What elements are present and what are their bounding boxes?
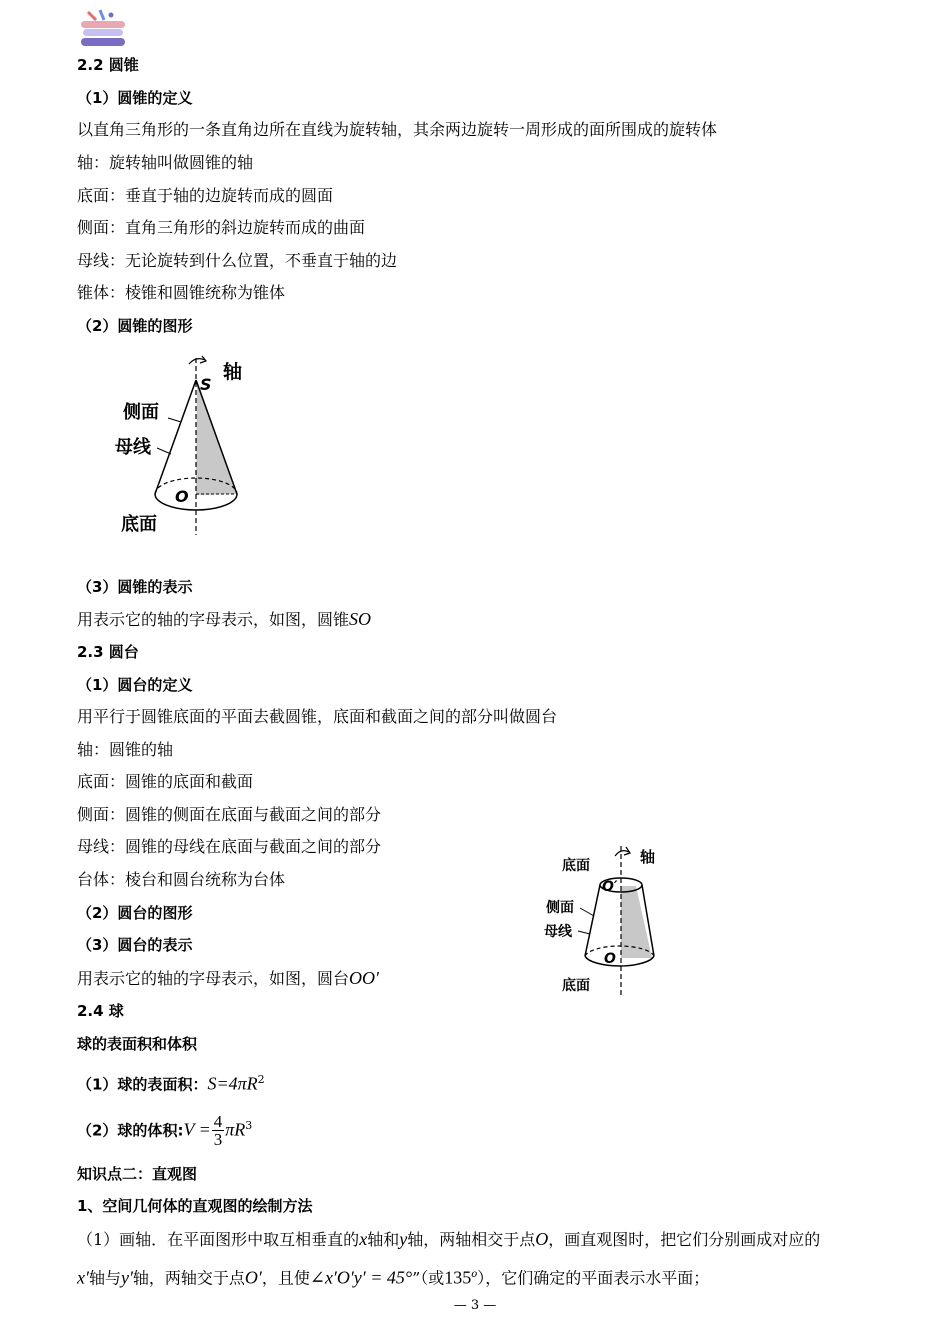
section-heading-cone: 2.2 圆锥 <box>77 56 139 74</box>
cone-definition: 以直角三角形的一条直角边所在直线为旋转轴，其余两边旋转一周形成的面所围成的旋转体 <box>77 120 718 139</box>
frustum-base: 底面：圆锥的底面和截面 <box>77 772 254 791</box>
frustum-symbol: OO′ <box>349 968 379 988</box>
cone-base: 底面：垂直于轴的边旋转而成的圆面 <box>77 186 334 205</box>
frustum-definition: 用平行于圆锥底面的平面去截圆锥，底面和截面之间的部分叫做圆台 <box>77 707 558 726</box>
oblique-method-heading: 1、空间几何体的直观图的绘制方法 <box>77 1197 313 1215</box>
cone-symbol: SO <box>349 609 372 629</box>
sphere-subheading: 球的表面积和体积 <box>77 1035 198 1053</box>
frustum-figure-title: （2）圆台的图形 <box>77 904 193 922</box>
frustum-o1-label: O′ <box>602 879 618 895</box>
cone-pyramid: 锥体：棱锥和圆锥统称为锥体 <box>77 283 286 302</box>
frustum-figure <box>540 838 680 1000</box>
page-number: — 3 — <box>453 1298 497 1313</box>
cone-s-label: S <box>200 375 212 394</box>
book-stack-logo <box>78 8 128 50</box>
cone-axis-label: 轴 <box>223 361 243 383</box>
frustum-axis: 轴：圆锥的轴 <box>77 740 174 759</box>
sphere-volume-lhs: V = <box>183 1119 211 1140</box>
frustum-rep: 用表示它的轴的字母表示，如图，圆台OO′ <box>77 968 379 988</box>
cone-rep-title: （3）圆锥的表示 <box>77 578 193 596</box>
sphere-volume-fraction: $\frac{4}{3}$ <box>213 1112 223 1150</box>
frustum-top-label: 底面 <box>562 858 590 874</box>
frustum-gen-label: 母线 <box>544 924 572 940</box>
cone-o-label: O <box>175 487 189 506</box>
sphere-area: （1）球的表面积：$S=4\pi R^2$ <box>77 1073 265 1094</box>
frustum-generatrix: 母线：圆锥的母线在底面与截面之间的部分 <box>77 837 382 856</box>
frustum-o-label: O <box>604 951 616 967</box>
cone-side: 侧面：直角三角形的斜边旋转而成的曲面 <box>77 218 366 237</box>
sphere-area-formula: S=4πR <box>207 1073 258 1094</box>
cone-axis: 轴：旋转轴叫做圆锥的轴 <box>77 153 254 172</box>
sphere-volume-rhs: πR <box>225 1119 246 1140</box>
cone-base-label: 底面 <box>121 514 157 535</box>
cone-gen-label: 母线 <box>115 437 151 458</box>
sphere-area-exp: 2 <box>257 1073 265 1086</box>
frustum-definition-title: （1）圆台的定义 <box>77 676 193 694</box>
section-heading-frustum: 2.3 圆台 <box>77 643 139 661</box>
cone-rep: 用表示它的轴的字母表示，如图，圆锥SO <box>77 609 372 629</box>
cone-side-label: 侧面 <box>123 402 159 423</box>
frustum-axis-label: 轴 <box>640 848 656 866</box>
frustum-side: 侧面：圆锥的侧面在底面与截面之间的部分 <box>77 805 382 824</box>
section-heading-sphere: 2.4 球 <box>77 1002 124 1020</box>
frustum-side-label: 侧面 <box>546 900 574 916</box>
oblique-step1-line2: x′轴与y′轴，两轴交于点O′，且使∠x′O′y′ = 45°”（或135$^o$），它们确定的平面表示水平面； <box>77 1267 710 1288</box>
cone-generatrix: 母线：无论旋转到什么位置，不垂直于轴的边 <box>77 251 398 270</box>
cone-figure <box>105 350 275 540</box>
knowledge-point-two: 知识点二：直观图 <box>77 1165 198 1183</box>
oblique-step1-line1: （1）画轴．在平面图形中取互相垂直的x轴和y轴，两轴相交于点O，画直观图时，把它们分别画成对应的 <box>77 1229 821 1249</box>
cone-definition-title: （1）圆锥的定义 <box>77 89 193 107</box>
cone-figure-title: （2）圆锥的图形 <box>77 317 193 335</box>
frustum-bottom-label: 底面 <box>562 978 590 994</box>
frustum-solid: 台体：棱台和圆台统称为台体 <box>77 870 286 889</box>
sphere-volume: （2）球的体积:V = $\frac{4}{3}$ $\pi R^3$ <box>77 1112 253 1150</box>
angle-formula: ∠x′O′y′ = 45° <box>309 1267 413 1288</box>
frustum-rep-title: （3）圆台的表示 <box>77 936 193 954</box>
